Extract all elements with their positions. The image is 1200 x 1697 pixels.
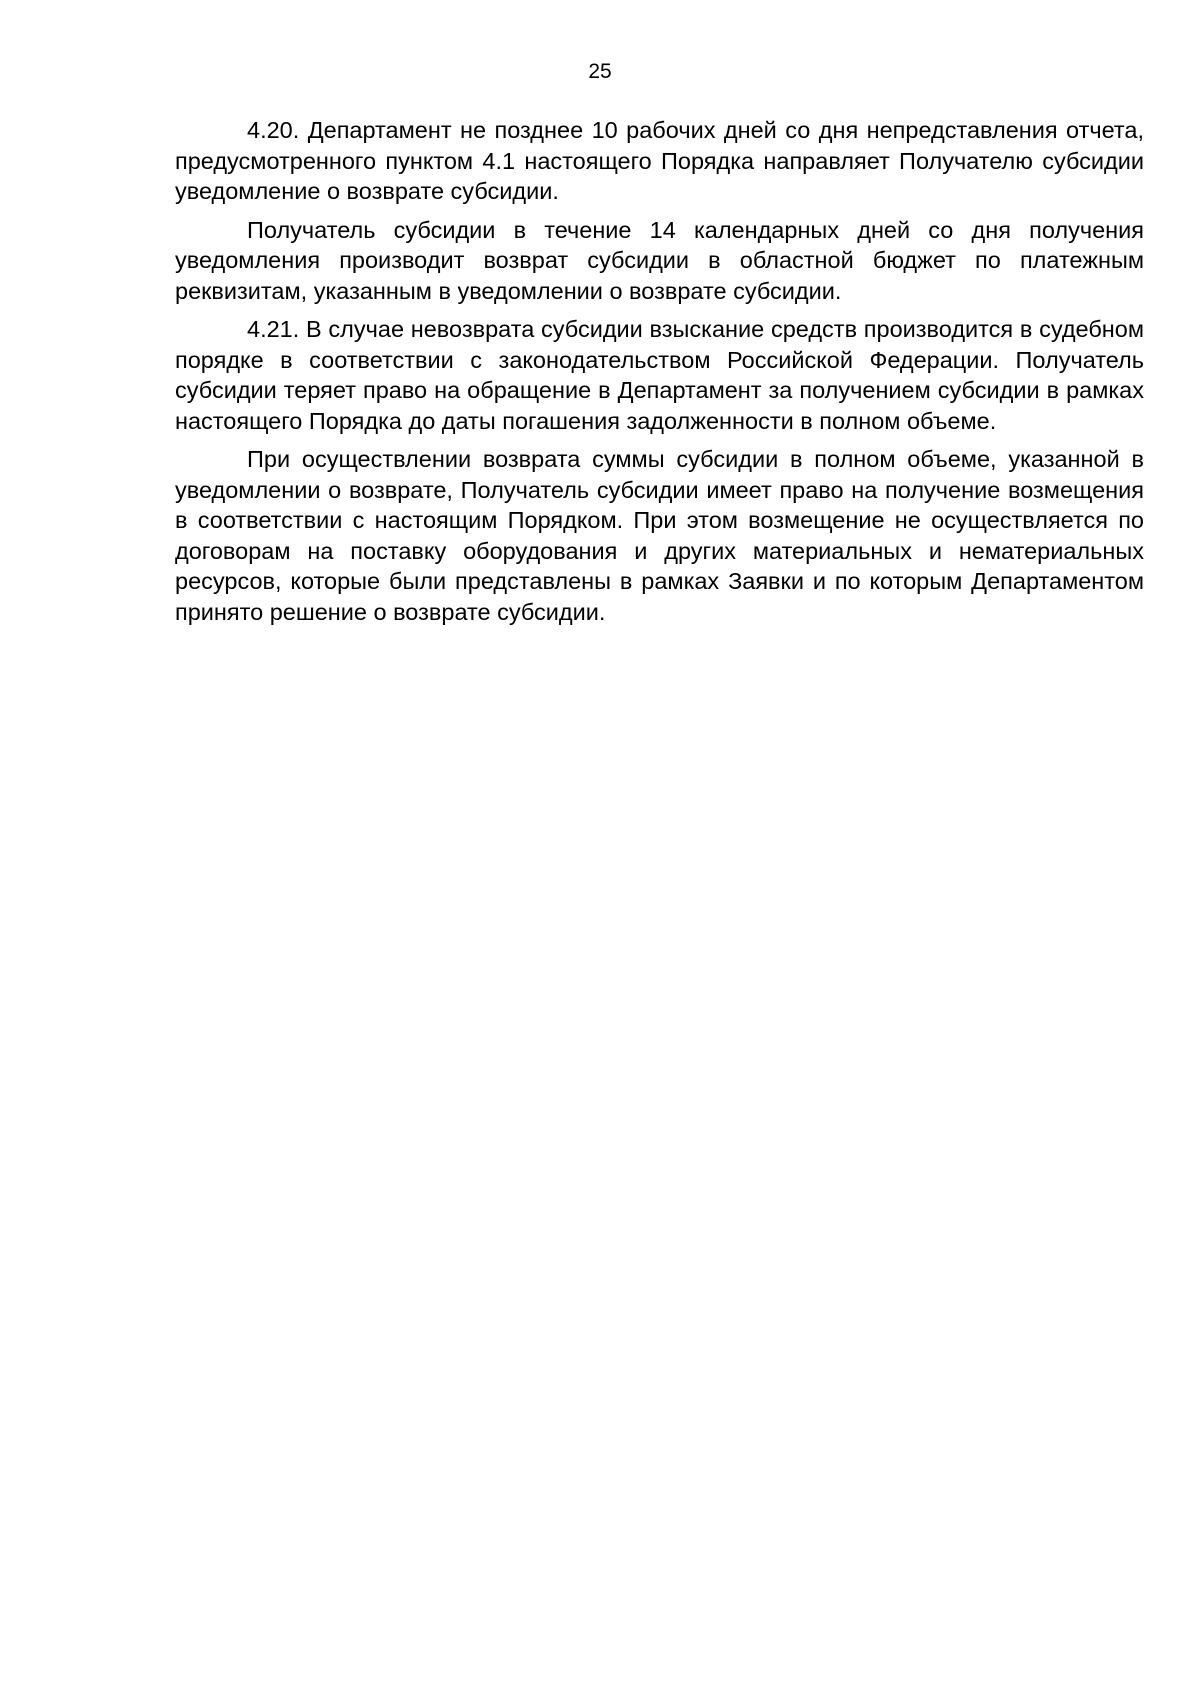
paragraph-4-21: 4.21. В случае невозврата субсидии взыскание средств производится в судебном порядке в соответствии с законодательством Российской Федерации. Получатель субсидии теряет право на обращение в Департамент за получением субсидии в рамках настоящего Порядка до даты погашения задолженности в полном объеме. — [175, 316, 1144, 434]
paragraph-4-20: 4.20. Департамент не позднее 10 рабочих дней со дня непредставления отчета, предусмотренного пунктом 4.1 настоящего Порядка направляет Получателю субсидии уведомление о возврате субсидии. — [175, 117, 1144, 204]
document-body — [175, 115, 1144, 635]
page-number: 25 — [588, 60, 612, 83]
paragraph-full-refund: При осуществлении возврата суммы субсидии в полном объеме, указанной в уведомлении о возврате, Получатель субсидии имеет право на получение возмещения в соответствии с настоящим Порядком. При этом возмещение не осуществляется по договорам на поставку оборудования и других материальных и нематериальных ресурсов, которые были представлены в рамках Заявки и по которым Департаментом принято решение о возврате субсидии. — [175, 446, 1144, 625]
paragraph-refund-deadline: Получатель субсидии в течение 14 календарных дней со дня получения уведомления производит возврат субсидии в областной бюджет по платежным реквизитам, указанным в уведомлении о возврате субсидии. — [175, 216, 1144, 304]
